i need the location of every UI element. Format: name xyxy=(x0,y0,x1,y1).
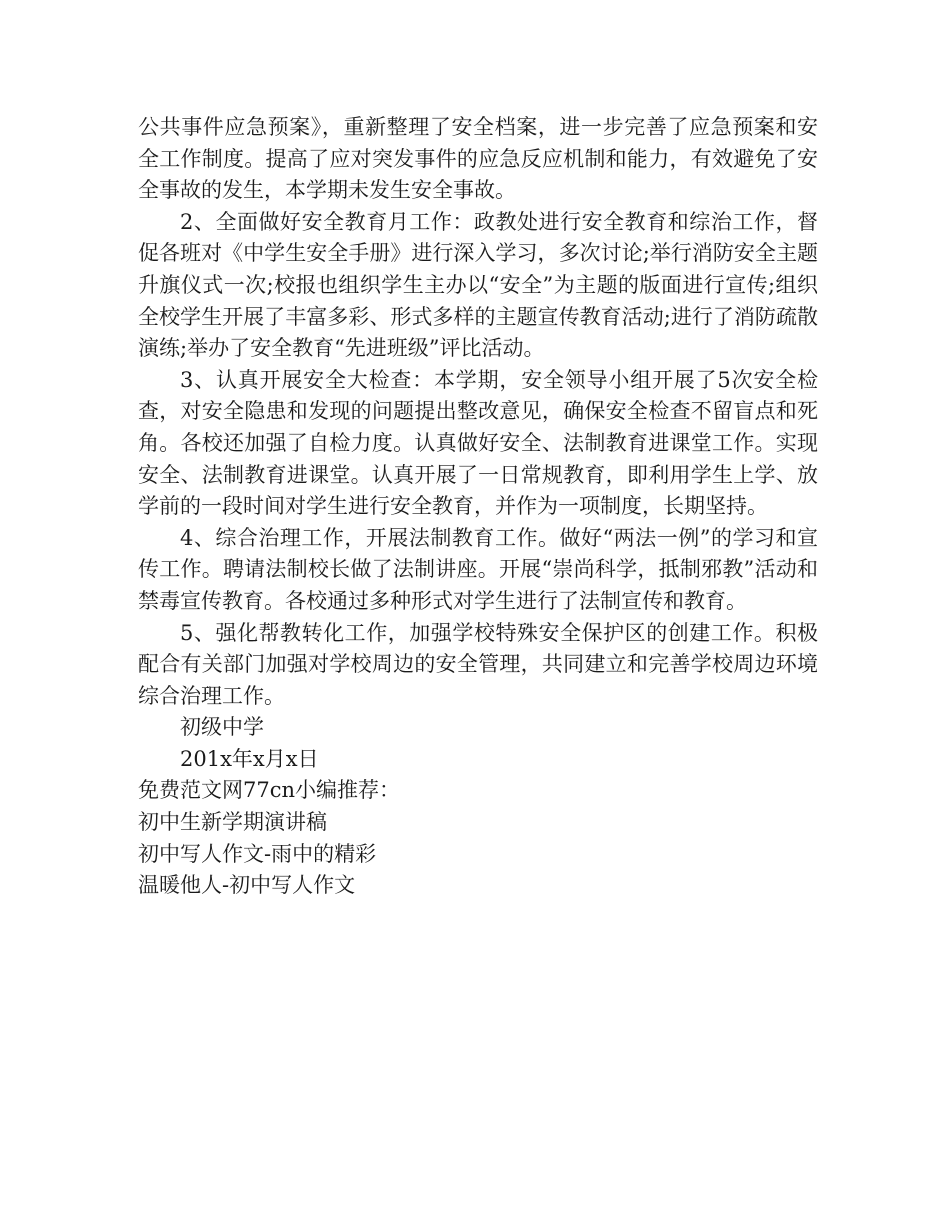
signature-date: 201x年x月x日 xyxy=(180,746,319,771)
recommend-heading: 免费范文网77cn小编推荐： xyxy=(138,778,401,803)
document-body xyxy=(138,112,818,902)
paragraph-5: 5、强化帮教转化工作，加强学校特殊安全保护区的创建工作。积极配合有关部门加强对学校周边的安全管理，共同建立和完善学校周边环境综合治理工作。 xyxy=(138,620,818,708)
recommend-link[interactable]: 温暖他人-初中写人作文 xyxy=(138,873,356,898)
paragraph-4: 4、综合治理工作，开展法制教育工作。做好“两法一例”的学习和宣传工作。聘请法制校长做了法制讲座。开展“崇尚科学，抵制邪教”活动和禁毒宣传教育。各校通过多种形式对学生进行了法制宣传和教育。 xyxy=(138,525,818,613)
recommend-link[interactable]: 初中写人作文-雨中的精彩 xyxy=(138,841,377,866)
paragraph-3: 3、认真开展安全大检查：本学期，安全领导小组开展了5次安全检查，对安全隐患和发现的问题提出整改意见，确保安全检查不留盲点和死角。各校还加强了自检力度。认真做好安全、法制教育进课堂工作。实现安全、法制教育进课堂。认真开展了一日常规教育，即利用学生上学、放学前的一段时间对学生进行安全教育，并作为一项制度，长期坚持。 xyxy=(138,367,818,519)
intro-paragraph: 公共事件应急预案》，重新整理了安全档案，进一步完善了应急预案和安全工作制度。提高了应对突发事件的应急反应机制和能力，有效避免了安全事故的发生，本学期未发生安全事故。 xyxy=(138,115,818,203)
signature-org: 初级中学 xyxy=(180,715,264,740)
paragraph-2: 2、全面做好安全教育月工作：政教处进行安全教育和综治工作，督促各班对《中学生安全手册》进行深入学习，多次讨论;举行消防安全主题升旗仪式一次;校报也组织学生主办以“安全”为主题的版面进行宣传;组织全校学生开展了丰富多彩、形式多样的主题宣传教育活动;进行了消防疏散演练;举办了安全教育“先进班级”评比活动。 xyxy=(138,209,818,361)
recommend-link[interactable]: 初中生新学期演讲稿 xyxy=(138,810,327,835)
